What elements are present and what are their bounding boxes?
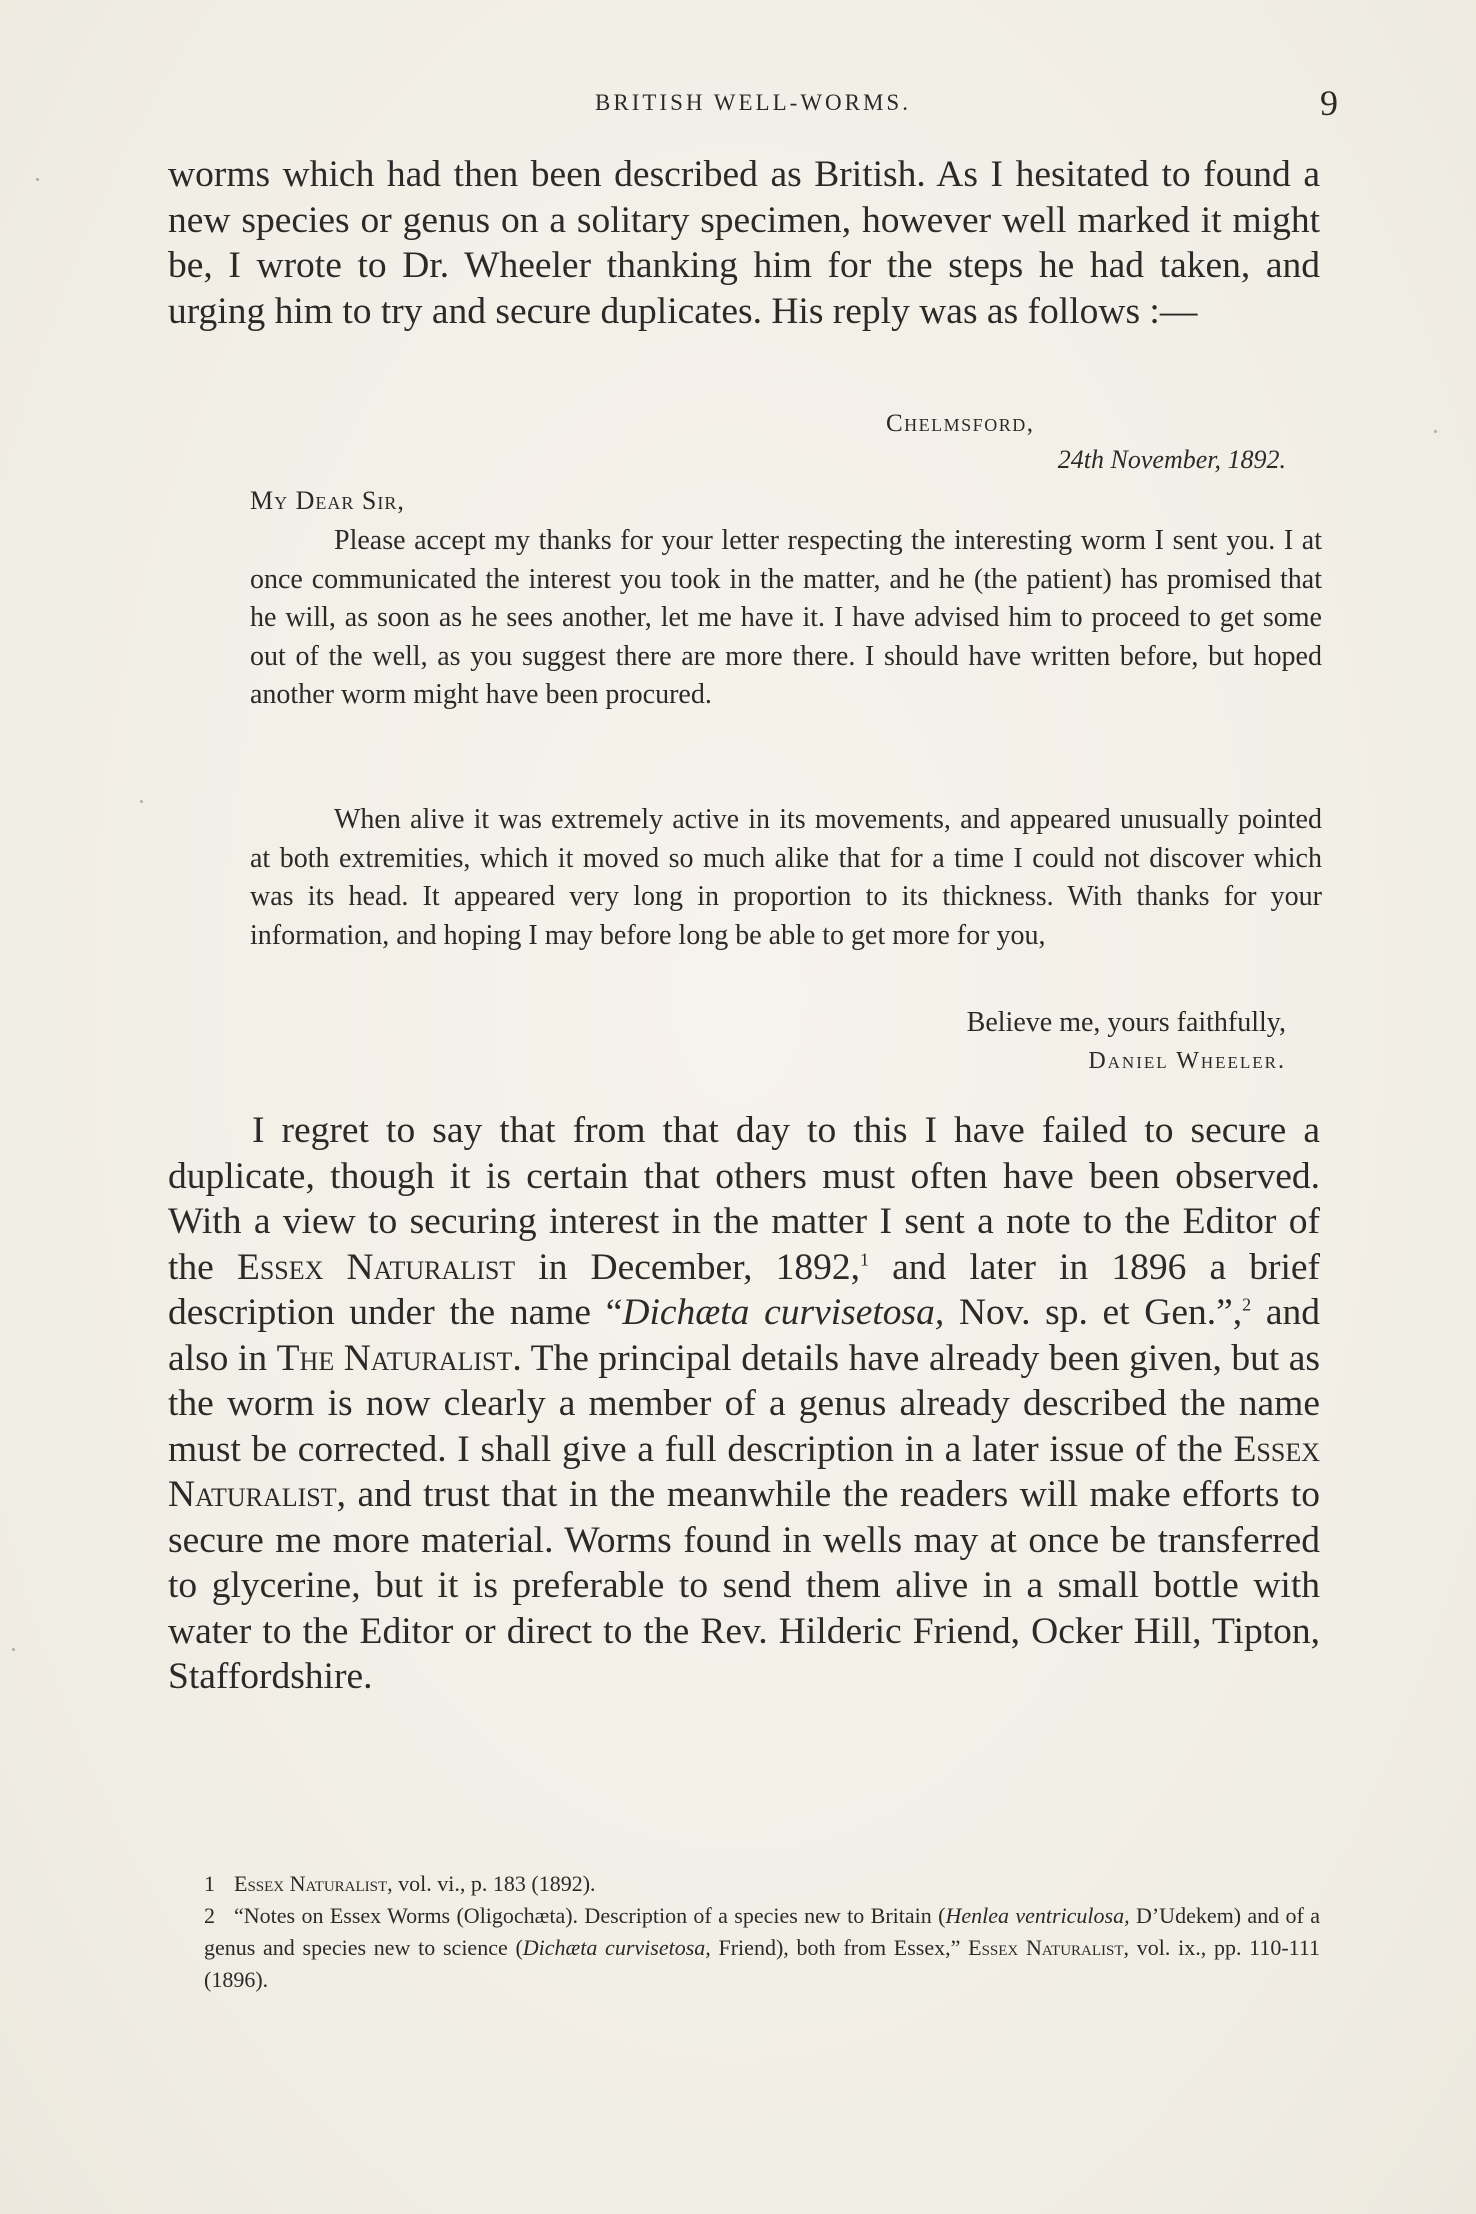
- main-text-part2: in December, 1892,: [538, 1246, 860, 1288]
- footnote-2-italic-a: Henlea ventriculosa,: [945, 1903, 1130, 1928]
- paper-speck: [140, 800, 143, 803]
- letter-closing: Believe me, yours faithfully,: [966, 1007, 1286, 1038]
- page-header: [168, 83, 1338, 126]
- footnote-1-number: 1: [204, 1871, 215, 1896]
- letter-paragraph-1-text: Please accept my thanks for your letter respecting the interesting worm I sent you. I at once communicated the interest you took in the matter, and he (the patient) has promised that he will, as soon as he sees another, let me have it. I have advised him to proceed to get some out of the well, as you suggest there are more there. I should have written before, but hoped another worm might have been procured.: [250, 525, 1322, 711]
- letter-salutation: My Dear Sir,: [250, 486, 405, 515]
- letter-signature: Daniel Wheeler.: [1088, 1048, 1286, 1074]
- letter-place: Chelmsford,: [886, 410, 1035, 437]
- main-text-part7: and trust that in the meanwhile the readers will make efforts to secure me more material. Worms found in wells may at once be transferred to glycerine, but it is preferable to send them alive in a small bottle with water to the Editor or direct to the Rev. Hilderic Friend, Ocker Hill, Tipton, Staffordshire.: [168, 1474, 1321, 1697]
- footnote-2-journal: Essex Naturalist,: [968, 1935, 1130, 1960]
- letter-paragraph-2-text: When alive it was extremely active in its movements, and appeared unusually pointed at both extremities, which it moved so much alike that for a time I could not discover which was its head. It appeared very long in proportion to its thickness. With thanks for your information, and hoping I may before long be able to get more for you,: [250, 804, 1322, 951]
- footnote-2-text-a: “Notes on Essex Worms (Oligochæta). Description of a species new to Britain (: [234, 1903, 946, 1928]
- footnote-1: [204, 1868, 1320, 1900]
- footnotes: [204, 1868, 1320, 1996]
- footnote-2: [204, 1900, 1320, 1996]
- main-paragraph: [168, 1108, 1320, 1700]
- intro-paragraph-text: worms which had then been described as British. As I hesitated to found a new species or genus on a solitary specimen, however well marked it might be, I wrote to Dr. Wheeler thanking him for the steps he had taken, and urging him to try and secure duplicates. His reply was as follows :—: [168, 154, 1320, 332]
- main-text-part1: I regret to say that from that day to this I have failed to secure a duplicate, though it is certain that others must often have been observed. With a view to securing interest in the matter I sent a note to the Editor of the: [168, 1110, 1320, 1288]
- letter-paragraph-1: [250, 522, 1322, 715]
- footnote-ref-1: 1: [859, 1249, 869, 1269]
- letter-paragraph-2: [250, 801, 1322, 955]
- main-text-part5: and also in: [168, 1292, 1320, 1379]
- main-text-part4: Nov. sp. et Gen.”,: [958, 1292, 1243, 1333]
- intro-paragraph: [168, 152, 1320, 334]
- footnote-2-text-d: vol. ix., pp. 110-111 (1896).: [204, 1935, 1321, 1992]
- paper-speck: [12, 1648, 15, 1651]
- main-text-part6: The principal details have already been given, but as the worm is now clearly a member of a genus already described the name must be corrected. I shall give a full description in a later issue of the: [168, 1337, 1321, 1470]
- species-name: Dichæta curvisetosa,: [622, 1292, 945, 1333]
- footnote-2-text-b: D’Udekem) and of a genus and species new to science (: [204, 1903, 1320, 1960]
- footnote-1-journal: Essex Naturalist,: [234, 1871, 393, 1896]
- footnote-2-text-c: Friend), both from Essex,”: [718, 1935, 961, 1960]
- running-head: BRITISH WELL-WORMS.: [595, 90, 911, 115]
- footnote-ref-2: 2: [1242, 1294, 1252, 1315]
- journal-title-essex-naturalist: Essex Naturalist: [236, 1246, 516, 1288]
- journal-title-the-naturalist: The Naturalist.: [276, 1337, 522, 1379]
- footnote-2-number: 2: [204, 1903, 215, 1928]
- footnote-2-italic-b: Dichæta curvisetosa,: [522, 1935, 711, 1960]
- main-text-part3: and later in 1896 a brief description under the name “: [168, 1246, 1320, 1333]
- page-number: 9: [1320, 83, 1338, 123]
- paper-speck: [1434, 430, 1437, 433]
- journal-title-essex-naturalist-2: Essex Naturalist,: [168, 1428, 1321, 1515]
- letter-date: 24th November, 1892.: [1057, 445, 1286, 474]
- paper-speck: [36, 178, 39, 181]
- footnote-1-text: vol. vi., p. 183 (1892).: [398, 1871, 596, 1896]
- main-paragraph-text: [168, 1108, 1320, 1700]
